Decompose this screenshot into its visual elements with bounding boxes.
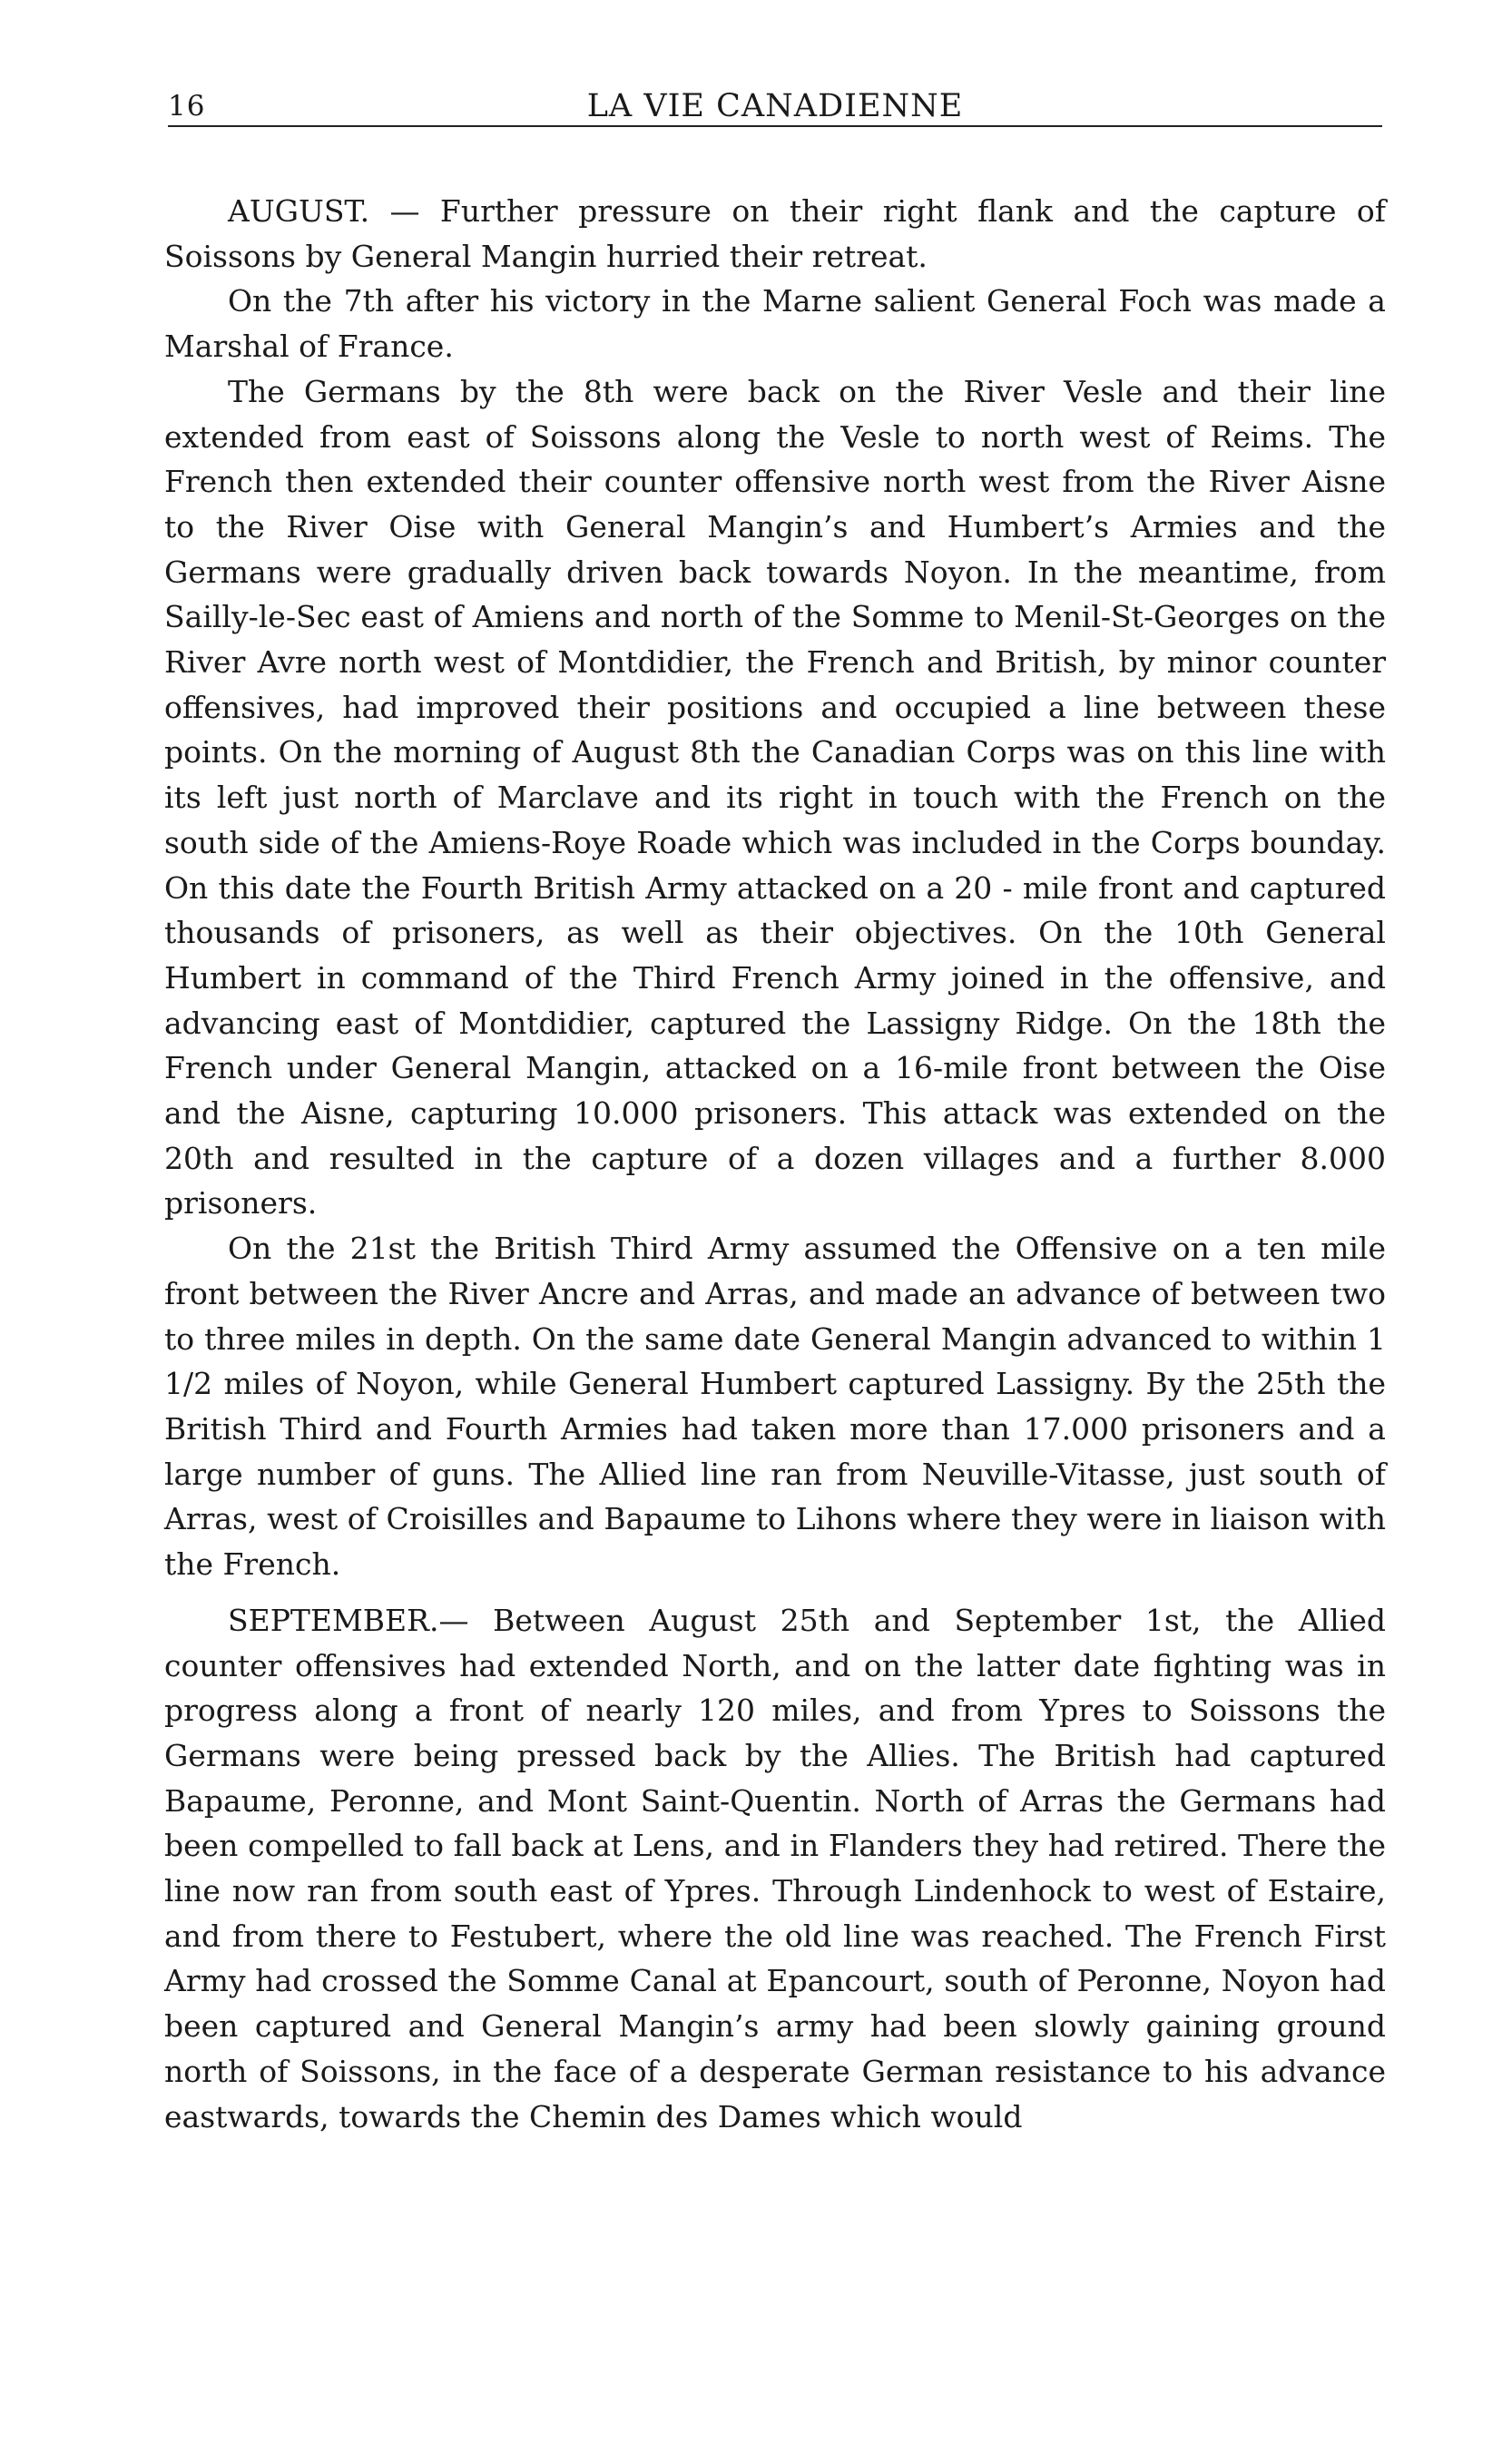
paragraph-vesle-line: The Germans by the 8th were back on the River Vesle and their line extended from east of Soissons along the Vesle to north west of Reims. The French then extended their counter offensive north west from the River Aisne to the River Oise with General Mangin’s and Humbert’s Armies and the Germans were gradually driven back towards Noyon. In the meantime, from Sailly-le-Sec east of Amiens and north of the Somme to Menil-St-Georges on the River Avre north west of Montdidier, the French and British, by minor counter offensives, had improved their positions and occupied a line between these points. On the morning of August 8th the Canadian Corps was on this line with its left just north of Marclave and its right in touch with the French on the south side of the Amiens-Roye Roade which was included in the Corps bounday. On this date the Fourth British Army attacked on a 20 - mile front and captured thousands of prisoners, as well as their objectives. On the 10th General Humbert in command of the Third French Army joined in the offensive, and advancing east of Montdidier, captured the Lassigny Ridge. On the 18th the French under General Mangin, attacked on a 16-mile front between the Oise and the Aisne, capturing 10.000 prisoners. This attack was extended on the 20th and resulted in the capture of a dozen villages and a further 8.000 prisoners. (164, 373, 1386, 1222)
paragraph-august: AUGUST. — Further pressure on their right flank and the capture of Soissons by General Mangin hurried their retreat. (164, 193, 1386, 274)
header-rule (168, 125, 1382, 127)
body-text (164, 189, 1386, 2139)
page-header (168, 86, 1382, 132)
paragraph-foch-marshal: On the 7th after his victory in the Marne salient General Foch was made a Marshal of France. (164, 283, 1386, 365)
paragraph-third-army-offensive: On the 21st the British Third Army assumed the Offensive on a ten mile front between the River Ancre and Arras, and made an advance of between two to three miles in depth. On the same date General Mangin advanced to within 1 1/2 miles of Noyon, while General Humbert captured Lassigny. By the 25th the British Third and Fourth Armies had taken more than 17.000 prisoners and a large number of guns. The Allied line ran from Neuville-Vitasse, just south of Arras, west of Croisilles and Bapaume to Lihons where they were in liaison with the French. (164, 1231, 1386, 1583)
paragraph-september: SEPTEMBER.— Between August 25th and September 1st, the Allied counter offensives had extended North, and on the latter date fighting was in progress along a front of nearly 120 miles, and from Ypres to Soissons the Germans were being pressed back by the Allies. The British had captured Bapaume, Peronne, and Mont Saint-Quentin. North of Arras the Germans had been compelled to fall back at Lens, and in Flanders they had retired. There the line now ran from south east of Ypres. Through Lindenhock to west of Estaire, and from there to Festubert, where the old line was reached. The French First Army had crossed the Somme Canal at Epancourt, south of Peronne, Noyon had been captured and General Mangin’s army had been slowly gaining ground north of Soissons, in the face of a desperate German resistance to his advance eastwards, towards the Chemin des Dames which would (164, 1602, 1386, 2134)
running-title: LA VIE CANADIENNE (586, 88, 964, 124)
page-number: 16 (168, 90, 206, 123)
